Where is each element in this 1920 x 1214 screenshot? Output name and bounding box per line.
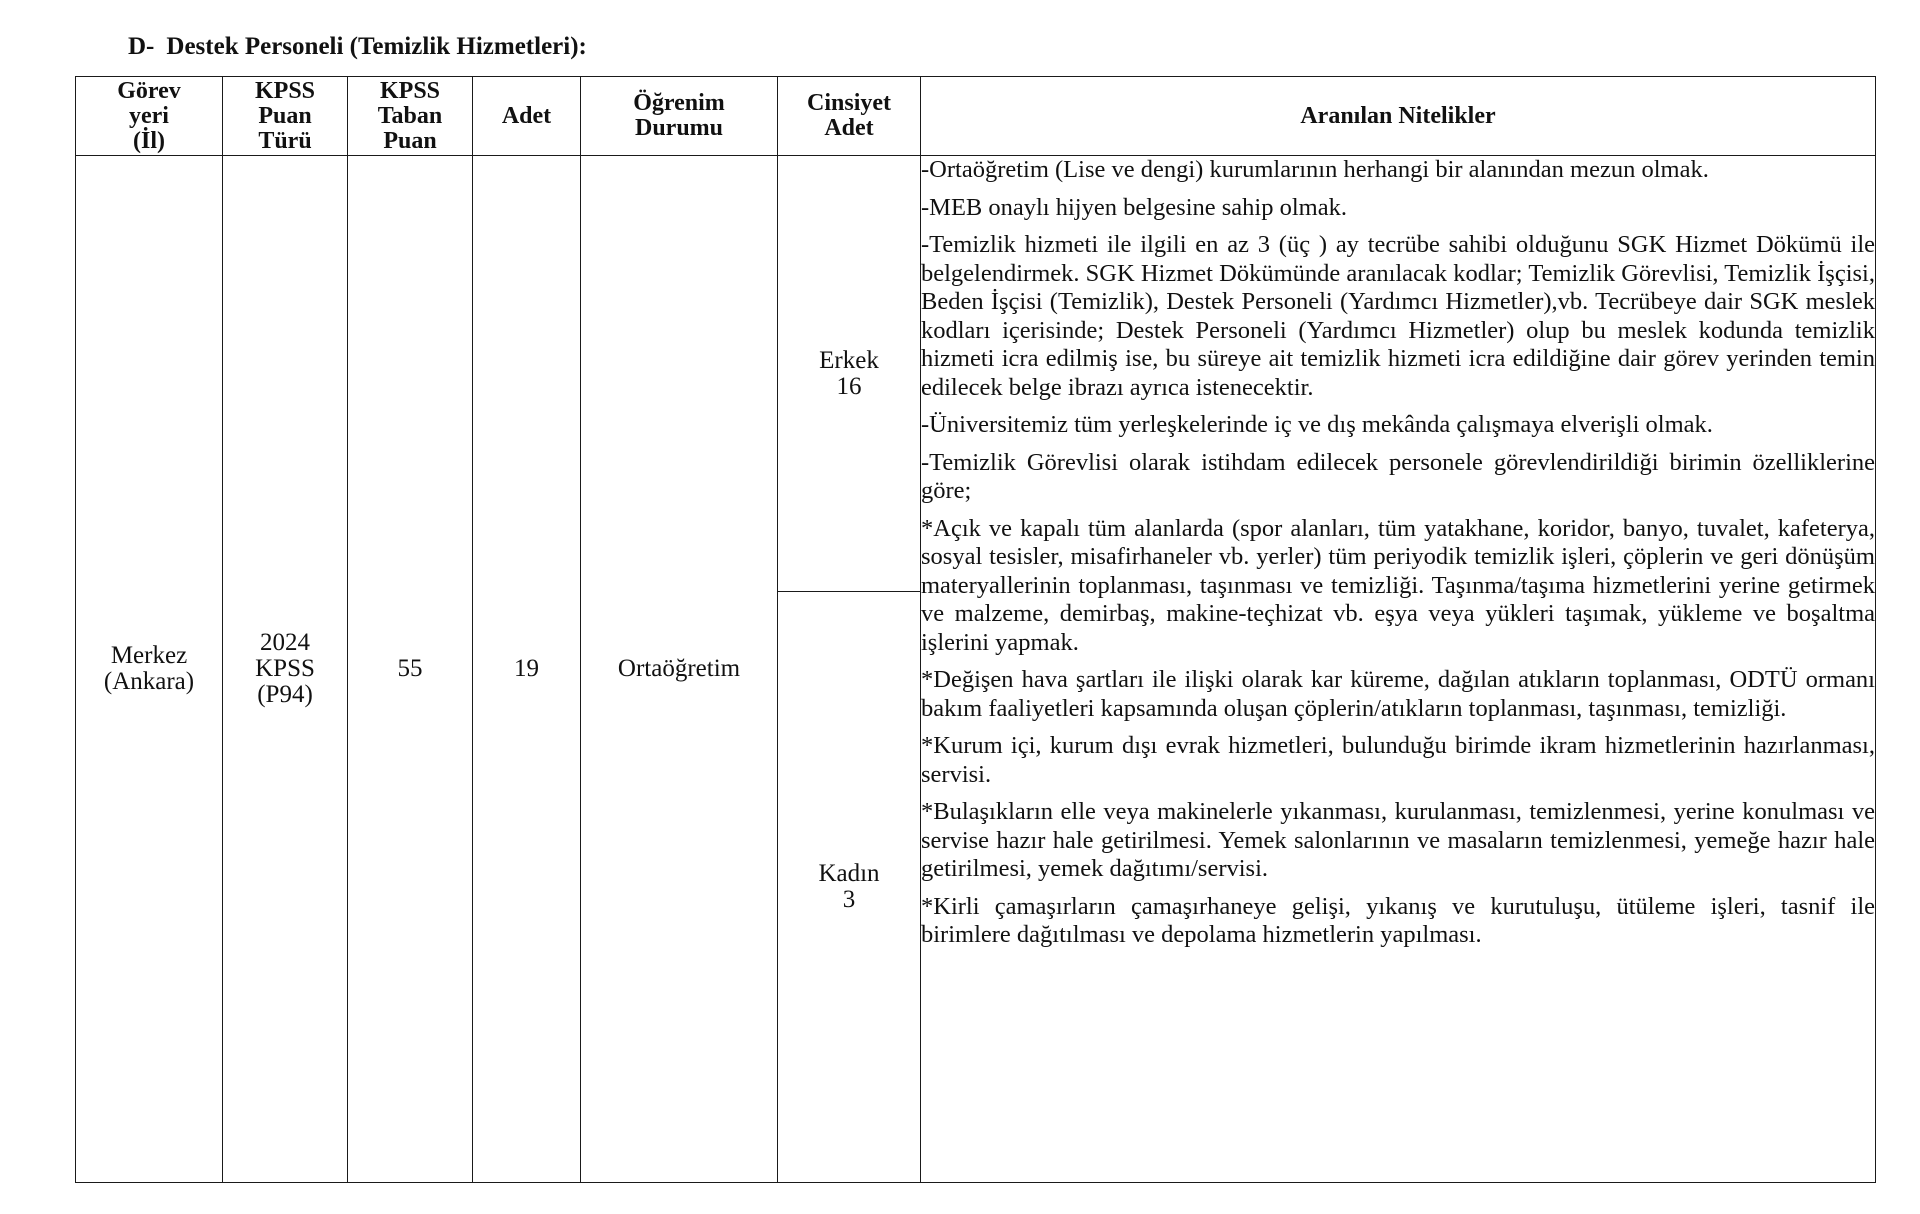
requirement-item: -Temizlik Görevlisi olarak istihdam edilecek personele görevlendirildiği birimin özelliklerine göre; — [921, 448, 1875, 504]
requirement-item: *Değişen hava şartları ile ilişki olarak kar küreme, dağılan atıkların toplanması, ODTÜ ormanı bakım faaliyetleri kapsamında oluşan çöplerin/atıkların toplanması, taşınması, temizliği. — [921, 666, 1875, 722]
cell-education: Ortaöğretim — [581, 156, 778, 1183]
cell-count: 19 — [473, 156, 581, 1183]
cell-score-type: 2024 KPSS (P94) — [223, 156, 348, 1183]
header-education: Öğrenim Durumu — [581, 77, 778, 156]
header-location: Görev yeri (İl) — [76, 77, 223, 156]
cell-gender-male — [778, 156, 921, 592]
requirement-item: -Ortaöğretim (Lise ve dengi) kurumlarının herhangi bir alanından mezun olmak. — [921, 156, 1709, 183]
header-row — [76, 77, 1876, 156]
header-base-score: KPSS Taban Puan — [348, 77, 473, 156]
requirement-item: -MEB onaylı hijyen belgesine sahip olmak. — [921, 193, 1347, 221]
requirement-item: *Kirli çamaşırların çamaşırhaneye gelişi, yıkanış ve kurutuluşu, ütüleme işleri, tasnif ile birimlere dağıtılması ve depolama hizmetlerin yapılması. — [921, 892, 1875, 948]
requirement-item: -Üniversitemiz tüm yerleşkelerinde iç ve dış mekânda çalışmaya elverişli olmak. — [921, 411, 1713, 438]
table-row — [76, 156, 1876, 592]
requirement-item: -Temizlik hizmeti ile ilgili en az 3 (üç ) ay tecrübe sahibi olduğunu SGK Hizmet Dökümü ile belgelendirmek. SGK Hizmet Dökümünde aranılacak kodlar; Temizlik Görevlisi, Temizlik İşçisi, Beden İşçisi (Temizlik), Destek Personeli (Yardımcı Hizmetler),vb. Tecrübeye dair SGK meslek kodları içerisinde; Destek Personeli (Yardımcı Hizmetler) olup bu meslek kodunda temizlik hizmeti icra edilmiş ise, bu süreye ait temizlik hizmeti icra edildiğine dair görev yerinden temin edilecek belge ibrazı ayrıca istenecektir. — [921, 231, 1875, 401]
gender-female-count: 3 — [842, 886, 856, 913]
gender-male-count: 16 — [836, 372, 862, 400]
requirement-item: *Kurum içi, kurum dışı evrak hizmetleri, bulunduğu birimde ikram hizmetlerinin hazırlanması, servisi. — [921, 732, 1875, 788]
cell-base-score: 55 — [348, 156, 473, 1183]
section-title — [128, 33, 587, 61]
cell-gender-female — [778, 592, 921, 1183]
header-score-type: KPSS Puan Türü — [223, 77, 348, 156]
section-title-text: Destek Personeli (Temizlik Hizmetleri): — [166, 33, 587, 60]
gender-female-label: Kadın — [818, 860, 880, 887]
cell-location: Merkez (Ankara) — [76, 156, 223, 1183]
section-prefix: D- — [128, 33, 155, 60]
requirement-item: *Bulaşıkların elle veya makinelerle yıkanması, kurulanması, temizlenmesi, yerine konulması ve servise hazır hale getirilmesi. Yemek salonlarının ve masaların temizlenmesi, yemeğe hazır hale getirilmesi, yemek dağıtımı/servisi. — [921, 798, 1875, 882]
header-requirements: Aranılan Nitelikler — [921, 77, 1876, 156]
staff-requirements-table — [75, 76, 1876, 1183]
header-gender-count: Cinsiyet Adet — [778, 77, 921, 156]
cell-requirements — [921, 156, 1876, 1183]
header-count: Adet — [473, 77, 581, 156]
gender-male-label: Erkek — [819, 346, 879, 374]
requirement-item: *Açık ve kapalı tüm alanlarda (spor alanları, tüm yatakhane, koridor, banyo, tuvalet, kafeterya, sosyal tesisler, misafirhaneler vb. yerler) tüm periyodik temizlik işleri, çöplerin ve geri dönüşüm materyallerinin toplanması, taşınması ve temizliği. Taşınma/taşıma hizmetlerini yerine getirmek ve malzeme, demirbaş, makine-teçhizat vb. eşya veya yükleri taşımak, yükleme ve boşaltma işlerini yapmak. — [921, 514, 1875, 656]
